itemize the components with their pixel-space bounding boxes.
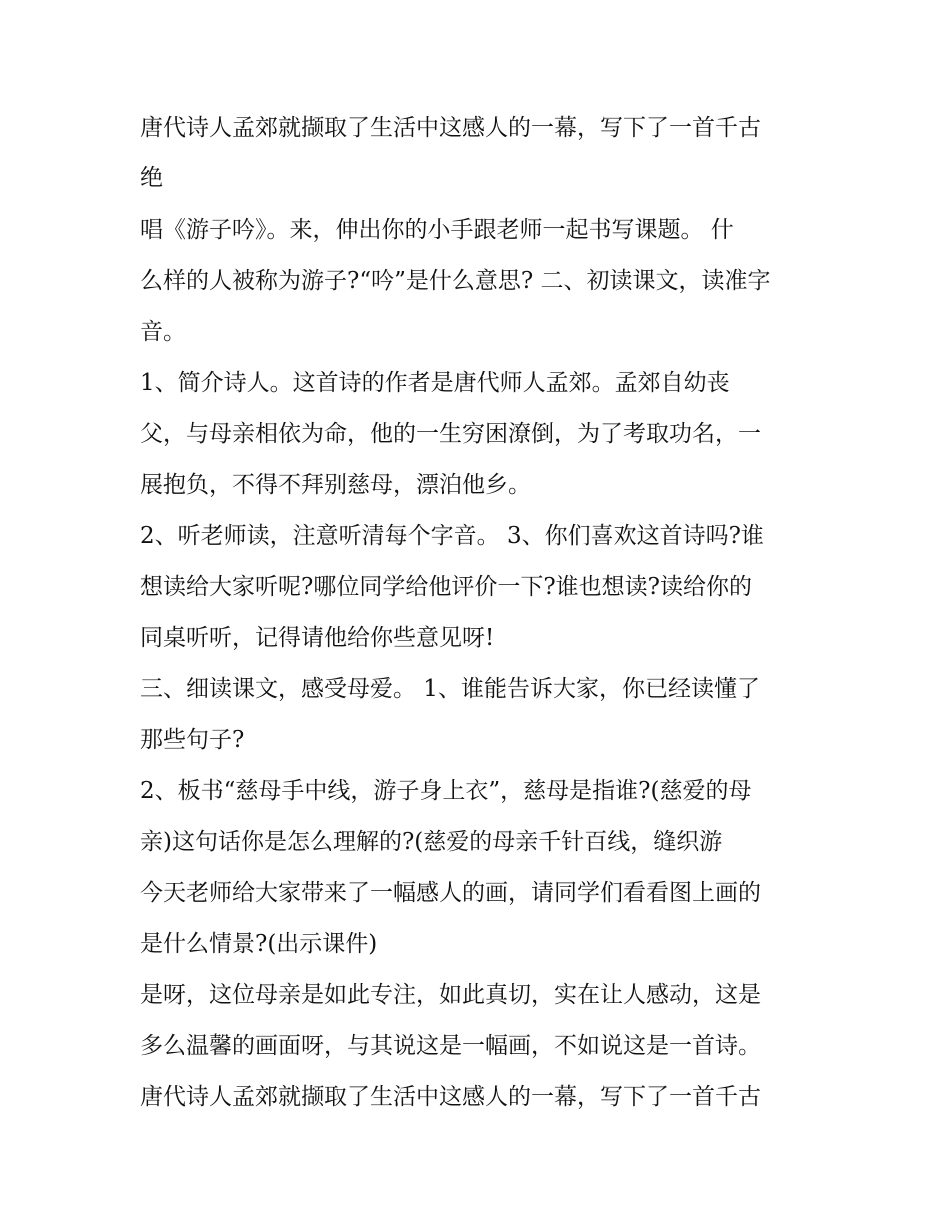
text-line: 绝 (140, 165, 163, 191)
text-line: 那些句子? (140, 727, 245, 753)
text-line: 唐代诗人孟郊就撷取了生活中这感人的一幕，写下了一首千古 (140, 1084, 761, 1110)
text-line: 唱《游子吟》。来，伸出你的小手跟老师一起书写课题。 什 (140, 217, 734, 243)
text-line: 音。 (140, 319, 186, 345)
text-line: 今天老师给大家带来了一幅感人的画，请同学们看看图上画的 (140, 880, 761, 906)
text-line: 是呀，这位母亲是如此专注，如此真切，实在让人感动，这是 (140, 982, 761, 1008)
text-line: 2、听老师读，注意听清每个字音。 3、你们喜欢这首诗吗?谁 (140, 523, 764, 549)
text-line: 多么温馨的画面呀，与其说这是一幅画，不如说这是一首诗。 (140, 1033, 761, 1059)
text-line: 三、细读课文，感受母爱。 1、谁能告诉大家，你已经读懂了 (140, 676, 760, 702)
text-line: 展抱负，不得不拜别慈母，漂泊他乡。 (140, 472, 531, 498)
text-line: 是什么情景?(出示课件) (140, 931, 378, 957)
text-line: 想读给大家听呢?哪位同学给他评价一下?谁也想读?读给你的 (140, 574, 752, 600)
text-line: 同桌听听，记得请他给你些意见呀! (140, 625, 495, 651)
text-line: 么样的人被称为游子?“吟”是什么意思? 二、初读课文，读准字 (140, 268, 771, 294)
text-line: 亲)这句话你是怎么理解的?(慈爱的母亲千针百线，缝织游 (140, 829, 723, 855)
text-line: 2、板书“慈母手中线，游子身上衣”，慈母是指谁?(慈爱的母 (140, 778, 752, 804)
text-line: 父，与母亲相依为命，他的一生穷困潦倒，为了考取功名，一 (140, 421, 761, 447)
text-line: 1、简介诗人。这首诗的作者是唐代师人孟郊。孟郊自幼丧 (140, 370, 730, 396)
text-line: 唐代诗人孟郊就撷取了生活中这感人的一幕，写下了一首千古 (140, 115, 761, 141)
